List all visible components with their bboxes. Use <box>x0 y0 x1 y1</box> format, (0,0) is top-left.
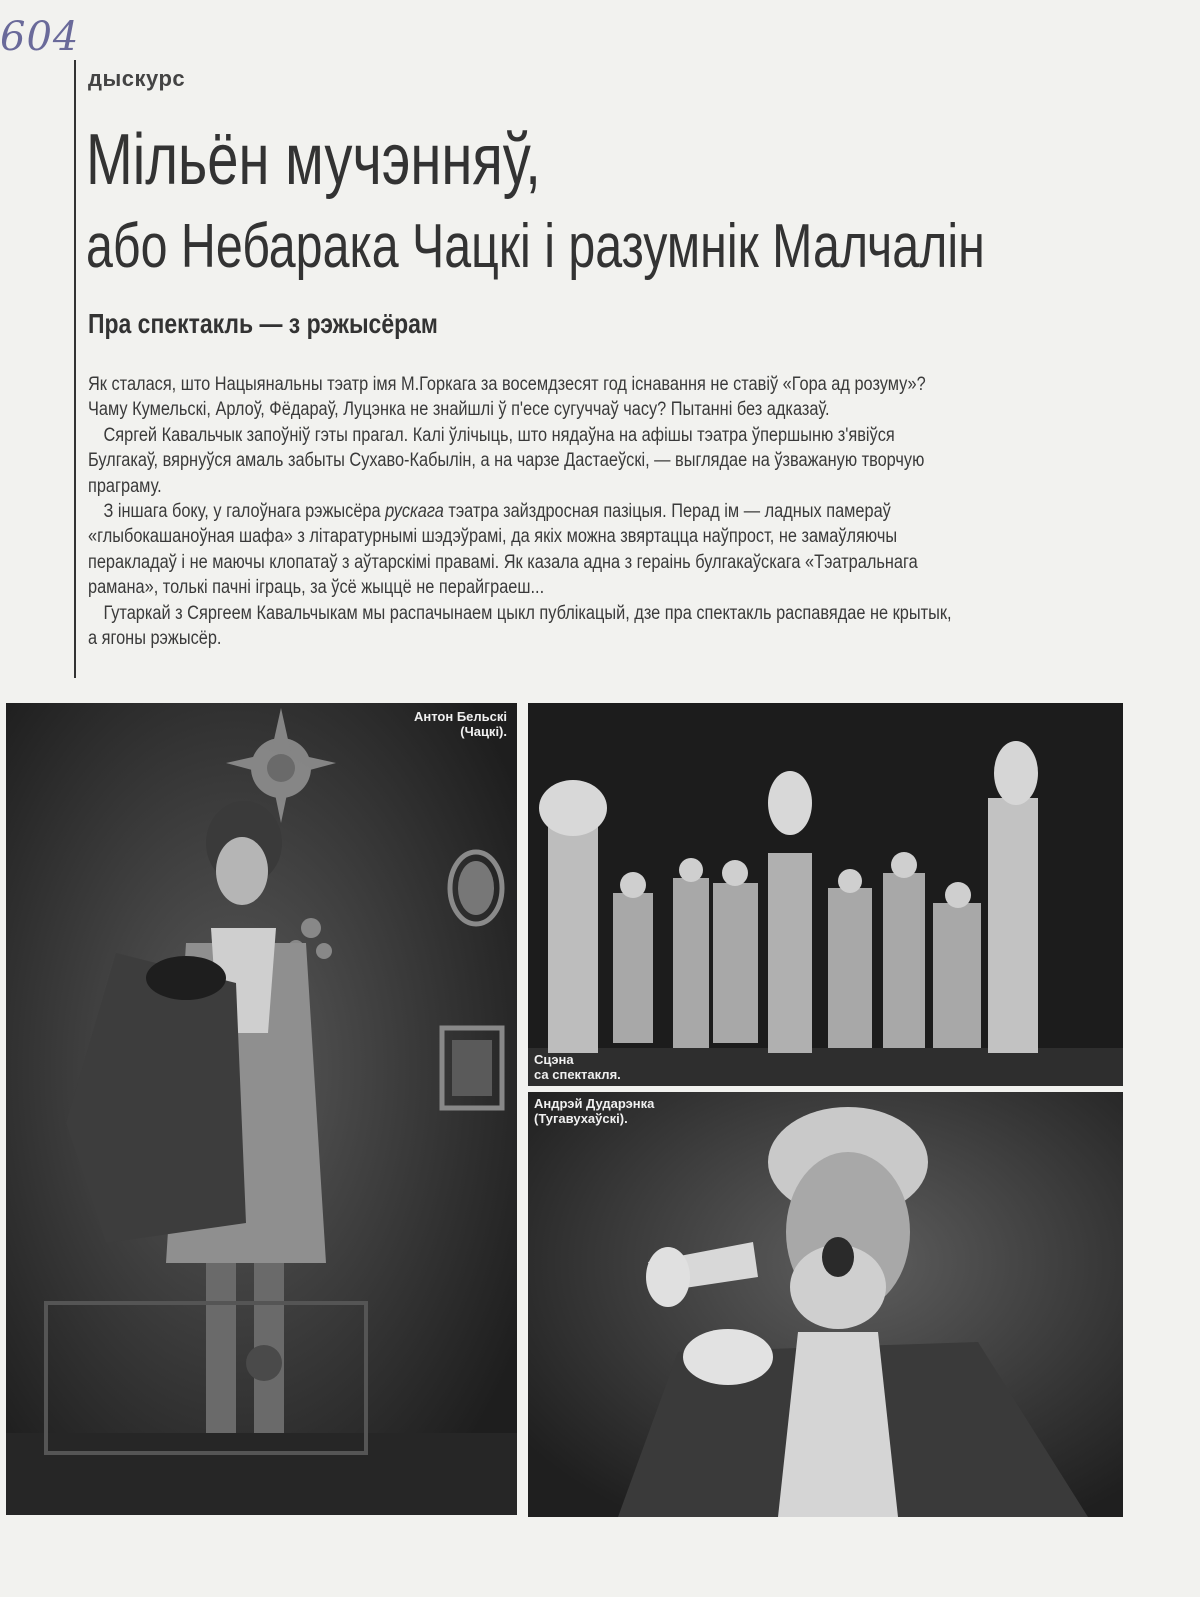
handwritten-page-number: 604 <box>0 14 80 60</box>
lead-paragraph-3 <box>88 499 957 601</box>
photo-tugaukhovsky <box>528 1092 1123 1517</box>
headline-line-2: або Небарака Чацкі і разумнік Малчалін <box>86 212 985 281</box>
lead-paragraph-3-start: З іншага боку, у галоўнага рэжысёра <box>103 501 386 523</box>
caption-scene-line2: са спектакля. <box>534 1067 621 1082</box>
caption-scene <box>534 1052 621 1082</box>
lead-paragraph-1: Як сталася, што Нацыянальны тэатр імя М.Горкага за восемдзесят год існавання не ставіў «Гора ад розуму»? Чаму Кумельскі, Арлоў, Фёдараў, Луцэнка не знайшлі ў п'есе сугуччаў часу? Пытанні без адказаў. <box>88 374 926 421</box>
caption-tugaukhovsky-role: (Тугавухаўскі). <box>534 1111 628 1126</box>
caption-chatsky-role: (Чацкі). <box>460 724 507 739</box>
lead-text <box>88 372 957 651</box>
vertical-rule <box>74 60 76 678</box>
caption-scene-line1: Сцэна <box>534 1052 574 1067</box>
caption-chatsky-name: Антон Бельскі <box>413 709 507 724</box>
photo-chatsky <box>6 703 517 1515</box>
caption-chatsky <box>414 709 507 739</box>
caption-tugaukhovsky-name: Андрэй Дударэнка <box>534 1096 655 1111</box>
photo-chatsky-illustration <box>6 703 517 1515</box>
lead-paragraph-4: Гутаркай з Сяргеем Кавальчыкам мы распачынаем цыкл публікацый, дзе пра спектакль распавядае не крытык, а ягоны рэжысёр. <box>88 602 952 650</box>
headline-line-1: Мільён мучэнняў, <box>86 120 541 200</box>
lead-paragraph-3-end: тэатра зайздросная пазіцыя. Перад ім — ладных памераў «глыбокашаноўная шафа» з літаратурнымі шэдэўрамі, да якіх можна звяртацца наўпрост, не замаўляючы перакладаў і не маючы клопатаў з аўтарскімі правамі. Як казала адна з гераінь булгакаўскага «Тэатральнага рамана», толькі пачні іграць, за ўсё жыццё не перайграеш... <box>88 501 918 599</box>
caption-tugaukhovsky <box>534 1096 654 1126</box>
photo-scene <box>528 703 1123 1086</box>
photo-tugaukhovsky-illustration <box>528 1092 1123 1517</box>
section-rubric: дыскурс <box>88 66 186 91</box>
lead-paragraph-3-italic: рускага <box>385 501 444 523</box>
photo-scene-illustration <box>528 703 1123 1086</box>
lead-paragraph-2: Сяргей Кавальчык запоўніў гэты прагал. Калі ўлічыць, што нядаўна на афішы тэатра ўпершыню з'явіўся Булгакаў, вярнуўся амаль забыты Сухаво-Кабылін, а на чарзе Дастаеўскі, — выглядае на ўзважаную творчую праграму. <box>88 424 925 497</box>
article-subtitle: Пра спектакль — з рэжысёрам <box>88 308 438 339</box>
